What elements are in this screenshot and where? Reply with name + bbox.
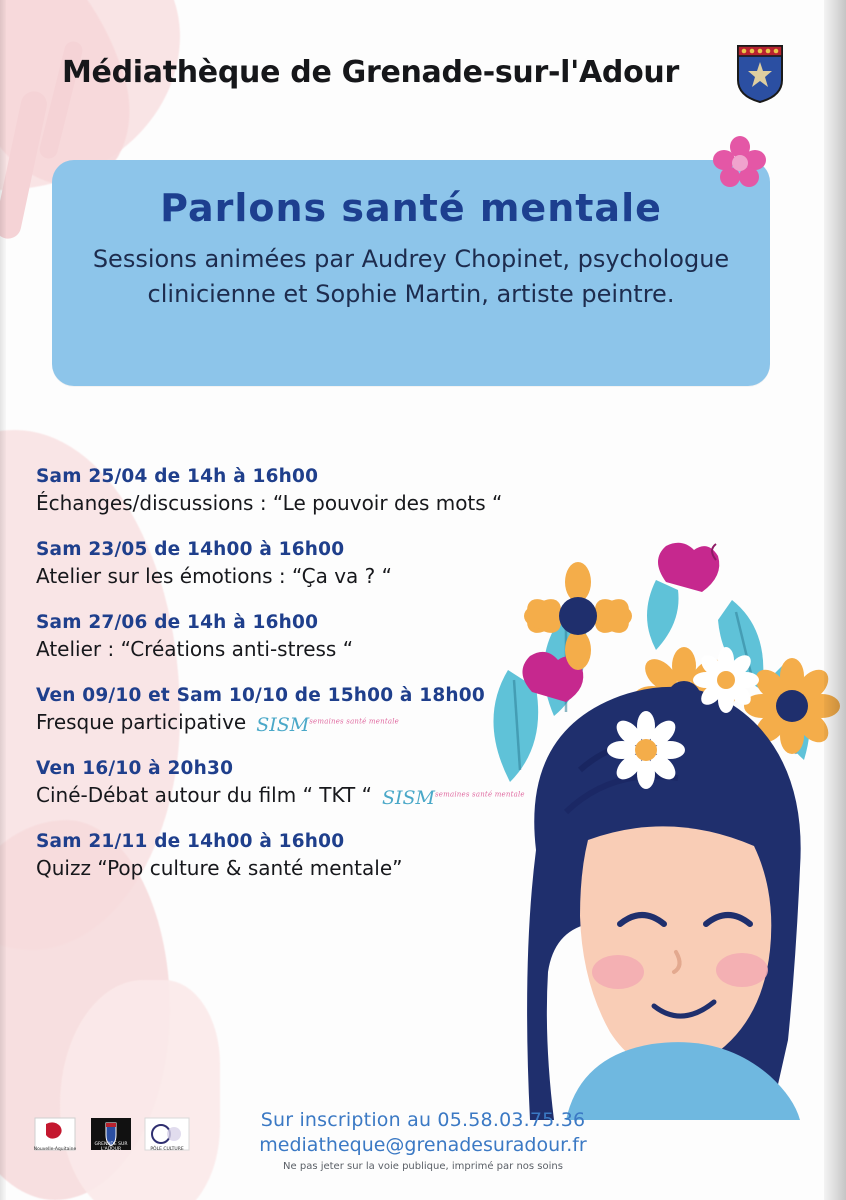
scan-edge-right: [824, 0, 846, 1200]
session-date: Sam 23/05 de 14h00 à 16h00: [36, 539, 345, 560]
session-label: Quizz “Pop culture & santé mentale”: [36, 856, 403, 880]
poster-header: [0, 40, 846, 104]
logo-caption: PÔLE CULTURE: [150, 1147, 184, 1153]
list-item: [36, 831, 596, 880]
list-item: [36, 466, 596, 515]
scan-edge-left: [0, 0, 6, 1200]
pink-flower-icon: [712, 134, 768, 190]
title-panel: [52, 160, 770, 386]
session-label: Atelier sur les émotions : “Ça va ? “: [36, 564, 393, 588]
registration-phone: Sur inscription au 05.58.03.75.36: [260, 1109, 586, 1131]
session-date: Ven 16/10 à 20h30: [36, 758, 234, 779]
session-date: Ven 09/10 et Sam 10/10 de 15h00 à 18h00: [36, 685, 485, 706]
contact-email[interactable]: mediatheque@grenadesuradour.fr: [259, 1134, 587, 1156]
session-date: Sam 27/06 de 14h à 16h00: [36, 612, 319, 633]
list-item: [36, 612, 596, 661]
logo-caption: GRENADE SUR L'ADOUR: [94, 1142, 128, 1153]
list-item: [36, 758, 596, 807]
session-label-row: [36, 637, 596, 661]
legal-note: Ne pas jeter sur la voie publique, imprimé par nos soins: [283, 1161, 563, 1172]
poster-footer: [0, 1109, 846, 1172]
session-label: Ciné-Débat autour du film “ TKT “: [36, 783, 372, 807]
coat-of-arms-icon: [734, 40, 786, 104]
sism-badge-icon: $SISM^{semaines santé mentale}$: [256, 714, 399, 736]
session-label: Atelier : “Créations anti-stress “: [36, 637, 354, 661]
session-label: Échanges/discussions : “Le pouvoir des mots “: [36, 491, 503, 515]
panel-title: Parlons santé mentale: [160, 186, 662, 230]
sism-badge-label: SISM: [382, 787, 435, 809]
session-date: Sam 21/11 de 14h00 à 16h00: [36, 831, 345, 852]
session-label-row: [36, 564, 596, 588]
session-label-row: [36, 491, 596, 515]
page-title: Médiathèque de Grenade-sur-l'Adour: [62, 54, 679, 90]
logo-caption: Nouvelle-Aquitaine: [33, 1147, 77, 1153]
session-date: Sam 25/04 de 14h à 16h00: [36, 466, 319, 487]
session-label-row: [36, 783, 596, 807]
session-label: Fresque participative: [36, 710, 247, 734]
session-label-row: [36, 710, 596, 734]
sessions-list: [36, 466, 596, 904]
panel-subtitle: Sessions animées par Audrey Chopinet, psychologue clinicienne et Sophie Martin, artiste peintre.: [92, 245, 730, 308]
list-item: [36, 539, 596, 588]
session-label-row: [36, 856, 596, 880]
list-item: [36, 685, 596, 734]
sism-badge-label: SISM: [256, 714, 310, 736]
sism-badge-icon: $SISM^{semaines santé mentale}$: [382, 787, 525, 809]
